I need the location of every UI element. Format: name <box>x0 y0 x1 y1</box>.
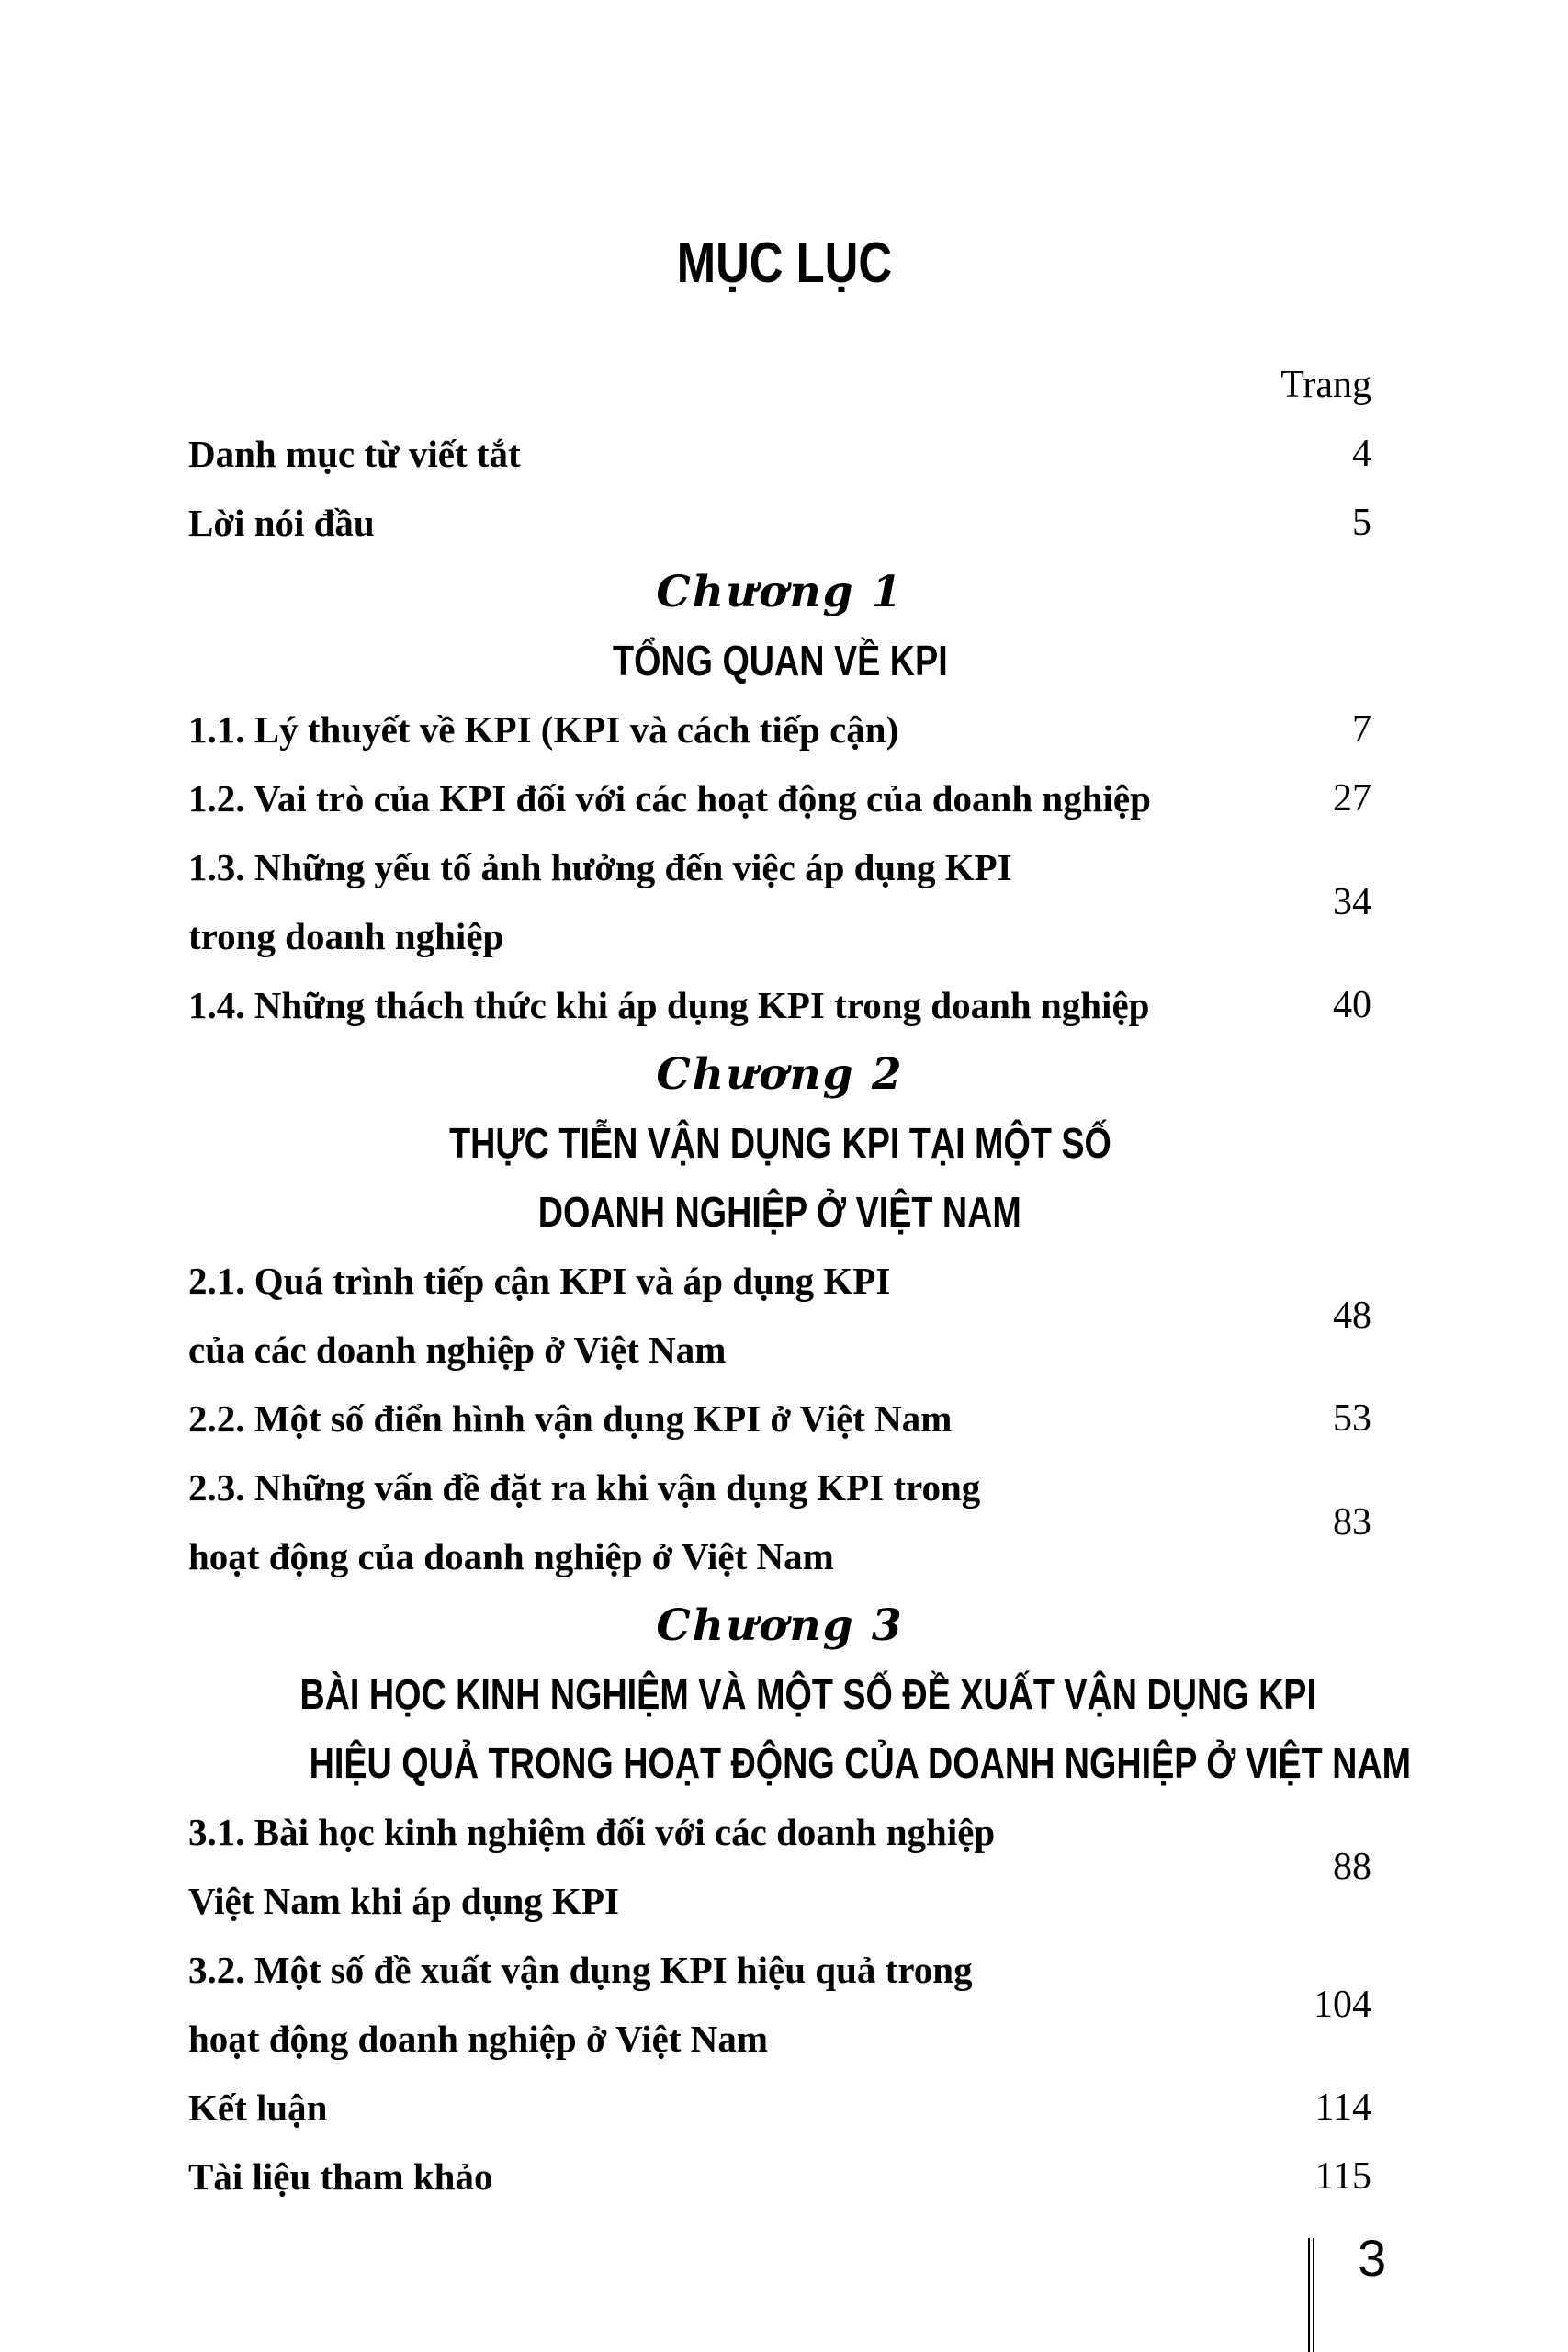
entry-page-number: 114 <box>1314 2086 1371 2129</box>
chapter-heading-line-text: TỔNG QUAN VỀ KPI <box>612 637 948 684</box>
chapter-heading-line-text: BÀI HỌC KINH NGHIỆM VÀ MỘT SỐ ĐỀ XUẤT VẬN DỤNG KPI <box>299 1670 1316 1718</box>
entry-title-line: hoạt động doanh nghiệp ở Việt Nam <box>188 2018 769 2060</box>
entry-page-number: 7 <box>1352 708 1371 751</box>
entry-title-line: Danh mục từ viết tắt <box>188 433 521 475</box>
entry-title-line: 1.4. Những thách thức khi áp dụng KPI trong doanh nghiệp <box>188 984 1150 1026</box>
entry-title-line: 2.3. Những vấn đề đặt ra khi vận dụng KPI trong <box>188 1466 981 1509</box>
entry-title-line: trong doanh nghiệp <box>188 915 504 957</box>
back-matter-entry <box>188 2074 1371 2143</box>
toc-entry <box>188 695 1371 764</box>
entry-title <box>188 971 1261 1040</box>
entry-page-number: 104 <box>1314 1983 1371 2026</box>
entry-title-line: Kết luận <box>188 2086 328 2129</box>
entry-page-number: 27 <box>1333 777 1371 820</box>
entry-page-number: 53 <box>1333 1397 1371 1440</box>
chapter-heading-line-text: HIỆU QUẢ TRONG HOẠT ĐỘNG CỦA DOANH NGHIỆP Ở VIỆT NAM <box>309 1739 1412 1787</box>
entry-title-line: Lời nói đầu <box>188 502 375 544</box>
chapter-heading-line <box>188 1660 1454 1729</box>
entry-title-line: 1.2. Vai trò của KPI đối với các hoạt động của doanh nghiệp <box>188 777 1151 820</box>
page-title <box>0 232 1568 296</box>
entry-title <box>188 1247 1261 1385</box>
entry-title <box>188 2074 1261 2143</box>
toc-list <box>188 351 1412 2211</box>
chapter-heading-line <box>188 627 1454 695</box>
entry-title-line: của các doanh nghiệp ở Việt Nam <box>188 1329 727 1371</box>
entry-page-number: 83 <box>1333 1500 1371 1544</box>
footer-double-rule <box>1308 2238 1314 2352</box>
entry-title-line: Tài liệu tham khảo <box>188 2155 493 2198</box>
back-matter-entry <box>188 2143 1371 2211</box>
entry-title-line: 2.2. Một số điển hình vận dụng KPI ở Việt Nam <box>188 1397 953 1440</box>
entry-title <box>188 1385 1261 1453</box>
page-title-text: MỤC LỤC <box>676 232 892 295</box>
toc-entry <box>188 1247 1371 1385</box>
entry-page-number: 48 <box>1333 1294 1371 1337</box>
entry-title <box>188 1453 1261 1591</box>
front-matter-entry <box>188 420 1371 489</box>
footer-page-number: 3 <box>1358 2229 1387 2287</box>
chapter-marker: Chương 2 <box>656 1049 904 1100</box>
entry-page-number: 5 <box>1352 502 1371 544</box>
entry-title-line: 1.3. Những yếu tố ảnh hưởng đến việc áp dụng KPI <box>188 846 1012 888</box>
entry-title <box>188 764 1261 833</box>
chapter-marker: Chương 1 <box>656 567 904 617</box>
entry-page-number: 115 <box>1314 2155 1371 2198</box>
entry-page-number: 88 <box>1333 1845 1371 1888</box>
front-matter-entry <box>188 489 1371 558</box>
toc-entry <box>188 971 1371 1040</box>
entry-title <box>188 695 1261 764</box>
entry-title <box>188 420 1261 489</box>
chapter-heading-line-text: THỰC TIỄN VẬN DỤNG KPI TẠI MỘT SỐ <box>448 1119 1111 1167</box>
entry-title <box>188 1798 1261 1936</box>
toc-entry <box>188 1936 1371 2074</box>
entry-title <box>188 489 1261 558</box>
entry-title-line: 1.1. Lý thuyết về KPI (KPI và cách tiếp cận) <box>188 708 899 751</box>
entry-title-line: 2.1. Quá trình tiếp cận KPI và áp dụng KPI <box>188 1260 891 1302</box>
chapter-heading-line <box>188 1729 1454 1798</box>
entry-title <box>188 833 1261 971</box>
toc-entry <box>188 1453 1371 1591</box>
entry-title-line: 3.2. Một số đề xuất vận dụng KPI hiệu quả trong <box>188 1949 973 1991</box>
entry-title-line: Việt Nam khi áp dụng KPI <box>188 1880 619 1922</box>
entry-title-line: 3.1. Bài học kinh nghiệm đối với các doanh nghiệp <box>188 1811 996 1853</box>
entry-title <box>188 1936 1261 2074</box>
entry-title-line: hoạt động của doanh nghiệp ở Việt Nam <box>188 1535 834 1577</box>
entry-page-number: 4 <box>1352 433 1371 475</box>
chapter-heading-line-text: DOANH NGHIỆP Ở VIỆT NAM <box>537 1188 1022 1236</box>
toc-entry <box>188 1385 1371 1453</box>
entry-page-number: 34 <box>1333 880 1371 923</box>
entry-page-number: 40 <box>1333 984 1371 1026</box>
toc-entry <box>188 833 1371 971</box>
entry-title <box>188 2143 1261 2211</box>
chapter-heading-line <box>188 1178 1454 1247</box>
chapter-marker: Chương 3 <box>656 1600 904 1651</box>
toc-entry <box>188 764 1371 833</box>
page-column-header: Trang <box>1280 364 1371 406</box>
chapter-heading-line <box>188 1109 1454 1178</box>
toc-entry <box>188 1798 1371 1936</box>
